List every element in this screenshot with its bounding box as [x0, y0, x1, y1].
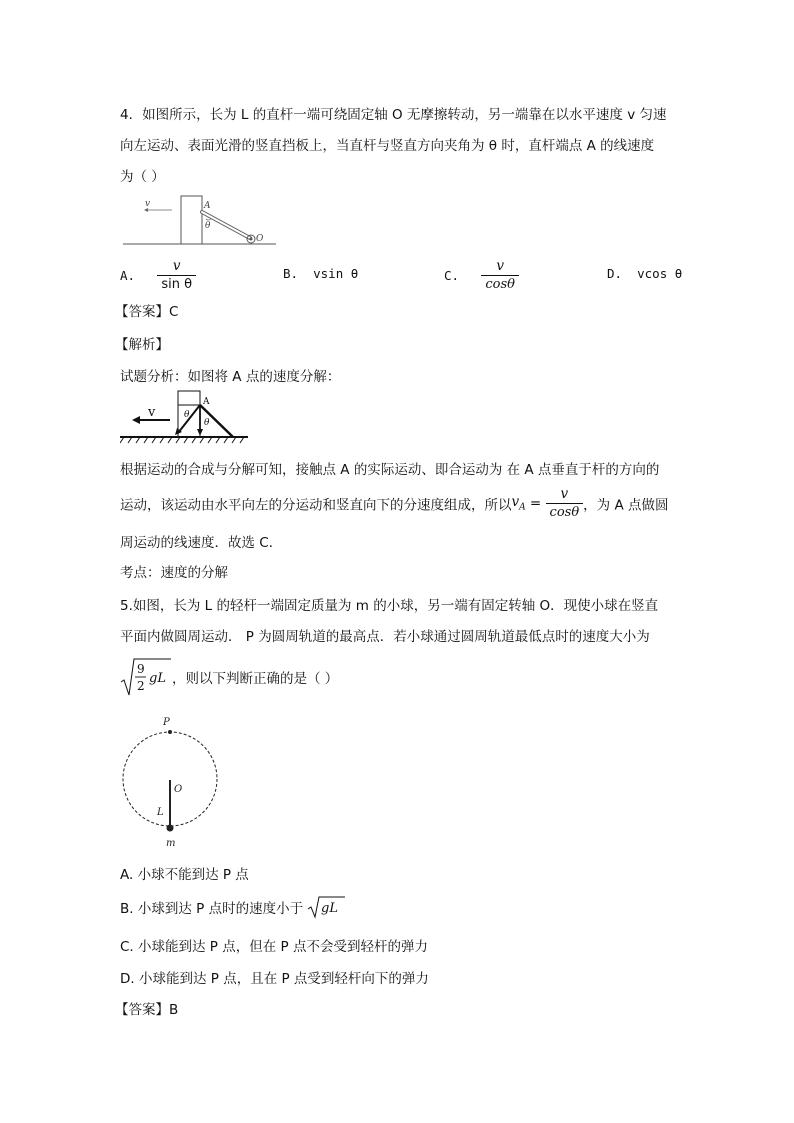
svg-text:O: O — [256, 234, 264, 244]
q5-answer: 【答案】B — [115, 1002, 179, 1018]
svg-text:m: m — [166, 838, 176, 849]
svg-text:v: v — [148, 405, 156, 420]
svg-text:gL: gL — [321, 901, 339, 916]
q5-stem-line1: 5.如图，长为 L 的轻杆一端固定质量为 m 的小球，另一端有固定转轴 O．现使小球在竖直 — [120, 598, 659, 614]
q5-option-a: A. 小球不能到达 P 点 — [120, 867, 249, 883]
q4-stem-line1: 4．如图所示，长为 L 的直杆一端可绕固定轴 O 无摩擦转动，另一端靠在以水平速度 v 匀速 — [120, 107, 667, 123]
q4-explanation-line1: 根据运动的合成与分解可知，接触点 A 的实际运动、即合运动为 在 A 点垂直于杆的方向的 — [120, 462, 660, 478]
q4-analysis-tag: 【解析】 — [115, 337, 169, 353]
svg-text:θ: θ — [204, 418, 210, 428]
q4-option-c: C. $\frac{v}{\cos\theta}$ — [444, 258, 519, 293]
svg-text:θ: θ — [205, 221, 211, 231]
svg-text:P: P — [163, 717, 170, 728]
sqrt-9-over-2-gl — [120, 656, 172, 698]
q5-option-d: D. 小球能到达 P 点，且在 P 点受到轻杆向下的弹力 — [120, 971, 429, 987]
svg-text:2: 2 — [137, 679, 145, 693]
q5-option-c: C. 小球能到达 P 点，但在 P 点不会受到轻杆的弹力 — [120, 939, 428, 955]
svg-text:O: O — [174, 784, 183, 795]
q4-option-d: D. vcos θ — [607, 266, 683, 281]
svg-text:θ: θ — [184, 410, 190, 420]
q4-explanation-line3: 周运动的线速度．故选 C． — [120, 535, 283, 551]
q5-circular-motion-figure — [120, 712, 220, 852]
svg-text:L: L — [157, 807, 164, 818]
q4-stem-line2: 向左运动、表面光滑的竖直挡板上，当直杆与竖直方向夹角为 θ 时，直杆端点 A 的线速度 — [120, 138, 655, 154]
svg-text:gL: gL — [149, 671, 166, 686]
q4-option-b: B. vsin θ — [283, 266, 359, 281]
q4-velocity-decomposition-figure — [120, 387, 250, 445]
q4-kaodian: 考点：速度的分解 — [120, 565, 228, 581]
svg-text:A: A — [204, 201, 211, 211]
sqrt-gl — [307, 895, 347, 919]
q4-explanation-line2: 运动，该运动由水平向左的分运动和竖直向下的分速度组成，所以$v_A$ = $\frac{v}{\cos\theta}$ ，为 A 点做圆 — [120, 486, 669, 520]
q4-stem-line3: 为（ ） — [120, 169, 165, 185]
q4-option-a: A. $\frac{v}{\text{sin θ}}$ — [120, 258, 196, 293]
q5-stem-line2: 平面内做圆周运动． P 为圆周轨道的最高点．若小球通过圆周轨道最低点时的速度大小为 — [120, 629, 650, 645]
q4-answer: 【答案】C — [115, 304, 179, 320]
q5-stem-line3: 9 2 gL ，则以下判断正确的是（ ） — [120, 656, 338, 698]
q4-figure-rod-plate — [120, 193, 280, 249]
svg-text:9: 9 — [137, 662, 145, 676]
q5-option-b: B. 小球到达 P 点时的速度小于 gL — [120, 895, 347, 919]
svg-text:A: A — [203, 397, 210, 407]
q4-analysis-intro: 试题分析：如图将 A 点的速度分解： — [120, 369, 341, 385]
svg-text:v: v — [145, 199, 151, 209]
